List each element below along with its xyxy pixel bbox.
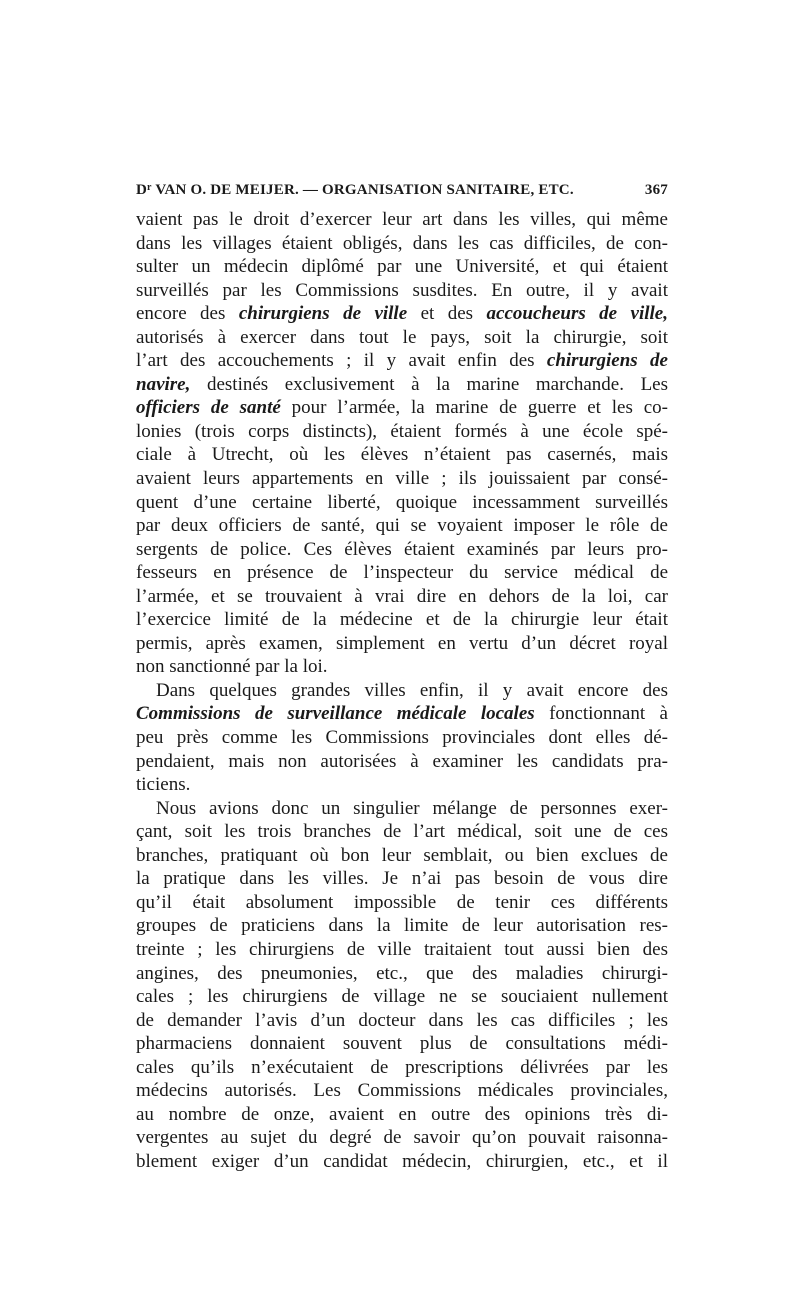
text-run: encore des (136, 303, 239, 325)
text-run: sergents de police. Ces élèves étaient examinés par leurs pro- (136, 538, 668, 560)
text-run: l’exercice limité de la médecine et de la chirurgie leur était (136, 609, 668, 631)
text-line (136, 514, 668, 538)
text-line (136, 585, 668, 609)
text-run: pour l’armée, la marine de guerre et les co- (280, 397, 668, 419)
text-line (136, 655, 668, 679)
text-line (136, 1079, 668, 1103)
text-line (136, 349, 668, 373)
italic-phrase: officiers de santé (136, 397, 281, 419)
text-run: cales ; les chirurgiens de village ne se souciaient nullement (136, 986, 668, 1008)
text-run: blement exiger d’un candidat médecin, chirurgien, etc., et il (136, 1150, 668, 1172)
text-run: qu’il était absolument impossible de tenir ces différents (136, 891, 668, 913)
text-line (136, 1056, 668, 1080)
text-run: l’art des accouchements ; il y avait enfin des (136, 350, 547, 372)
text-run: par deux officiers de santé, qui se voyaient imposer le rôle de (136, 515, 668, 537)
text-line (136, 702, 668, 726)
text-line (136, 820, 668, 844)
text-run: autorisés à exercer dans tout le pays, soit la chirurgie, soit (136, 326, 668, 348)
text-line (136, 679, 668, 703)
text-run: sulter un médecin diplômé par une Université, et qui étaient (136, 256, 668, 278)
text-line (136, 373, 668, 397)
text-line (136, 867, 668, 891)
text-run: branches, pratiquant où bon leur semblait, ou bien exclues de (136, 844, 668, 866)
book-page (136, 176, 668, 1173)
text-run: Dans quelques grandes villes enfin, il y avait encore des (156, 679, 668, 701)
page-number: 367 (644, 182, 668, 198)
text-run: non sanctionné par la loi. (136, 656, 328, 678)
text-line (136, 844, 668, 868)
text-run: au nombre de onze, avaient en outre des opinions très di- (136, 1103, 668, 1125)
text-line (136, 326, 668, 350)
text-run: lonies (trois corps distincts), étaient formés à une école spé- (136, 420, 668, 442)
text-line (136, 396, 668, 420)
text-line (136, 538, 668, 562)
text-run: cales qu’ils n’exécutaient de prescriptions délivrées par les (136, 1056, 668, 1078)
text-line (136, 1009, 668, 1033)
body-text (136, 208, 668, 1173)
text-run: dans les villages étaient obligés, dans les cas difficiles, de con- (136, 232, 668, 254)
text-run: peu près comme les Commissions provinciales dont elles dé- (136, 727, 668, 749)
text-line (136, 561, 668, 585)
text-run: ticiens. (136, 774, 191, 796)
text-run: de demander l’avis d’un docteur dans les cas difficiles ; les (136, 1009, 668, 1031)
text-line (136, 279, 668, 303)
text-run: médecins autorisés. Les Commissions médicales provinciales, (136, 1080, 668, 1102)
text-line (136, 985, 668, 1009)
text-line (136, 232, 668, 256)
text-line (136, 1032, 668, 1056)
text-run: treinte ; les chirurgiens de ville traitaient tout aussi bien des (136, 938, 668, 960)
italic-phrase: navire, (136, 373, 191, 395)
italic-phrase: chirurgiens de (546, 350, 668, 372)
text-line (136, 797, 668, 821)
text-run: l’armée, et se trouvaient à vrai dire en dehors de la loi, car (136, 585, 668, 607)
text-line (136, 1126, 668, 1150)
text-line (136, 491, 668, 515)
text-line (136, 255, 668, 279)
text-line (136, 608, 668, 632)
text-line (136, 302, 668, 326)
text-run: surveillés par les Commissions susdites. En outre, il y avait (136, 279, 668, 301)
text-line (136, 632, 668, 656)
text-line (136, 1103, 668, 1127)
text-line (136, 938, 668, 962)
text-line (136, 443, 668, 467)
text-run: et des (407, 303, 487, 325)
text-run: ciale à Utrecht, où les élèves n’étaient pas casernés, mais (136, 444, 668, 466)
text-line (136, 750, 668, 774)
text-line (136, 726, 668, 750)
text-line (136, 1150, 668, 1174)
italic-phrase: Commissions de surveillance médicale locales (136, 703, 535, 725)
text-run: pendaient, mais non autorisées à examiner les candidats pra- (136, 750, 668, 772)
text-line (136, 891, 668, 915)
text-run: quent d’une certaine liberté, quoique incessamment surveillés (136, 491, 668, 513)
text-line (136, 962, 668, 986)
text-run: la pratique dans les villes. Je n’ai pas besoin de vous dire (136, 868, 668, 890)
text-run: angines, des pneumonies, etc., que des maladies chirurgi- (136, 962, 668, 984)
text-run: vaient pas le droit d’exercer leur art dans les villes, qui même (136, 209, 668, 230)
text-run: groupes de praticiens dans la limite de leur autorisation res- (136, 915, 668, 937)
running-header (136, 176, 668, 200)
text-run: fesseurs en présence de l’inspecteur du service médical de (136, 562, 668, 584)
text-line (136, 773, 668, 797)
italic-phrase: chirurgiens de ville (238, 303, 408, 325)
text-run: Nous avions donc un singulier mélange de personnes exer- (156, 797, 668, 819)
italic-phrase: accoucheurs de ville, (486, 303, 668, 325)
text-run: fonctionnant à (534, 703, 668, 725)
text-line (136, 467, 668, 491)
running-title: $D^r$ VAN O. DE MEIJER. — ORGANISATION SANITAIRE, ETC. (136, 182, 574, 198)
text-run: avaient leurs appartements en ville ; ils jouissaient par consé- (136, 468, 668, 490)
text-run: permis, après examen, simplement en vertu d’un décret royal (136, 632, 668, 654)
text-run: çant, soit les trois branches de l’art médical, soit une de ces (136, 821, 668, 843)
text-line (136, 420, 668, 444)
text-run: destinés exclusivement à la marine marchande. Les (190, 373, 668, 395)
text-line (136, 208, 668, 232)
text-run: vergentes au sujet du degré de savoir qu’on pouvait raisonna- (136, 1127, 668, 1149)
text-run: pharmaciens donnaient souvent plus de consultations médi- (136, 1033, 668, 1055)
text-line (136, 914, 668, 938)
